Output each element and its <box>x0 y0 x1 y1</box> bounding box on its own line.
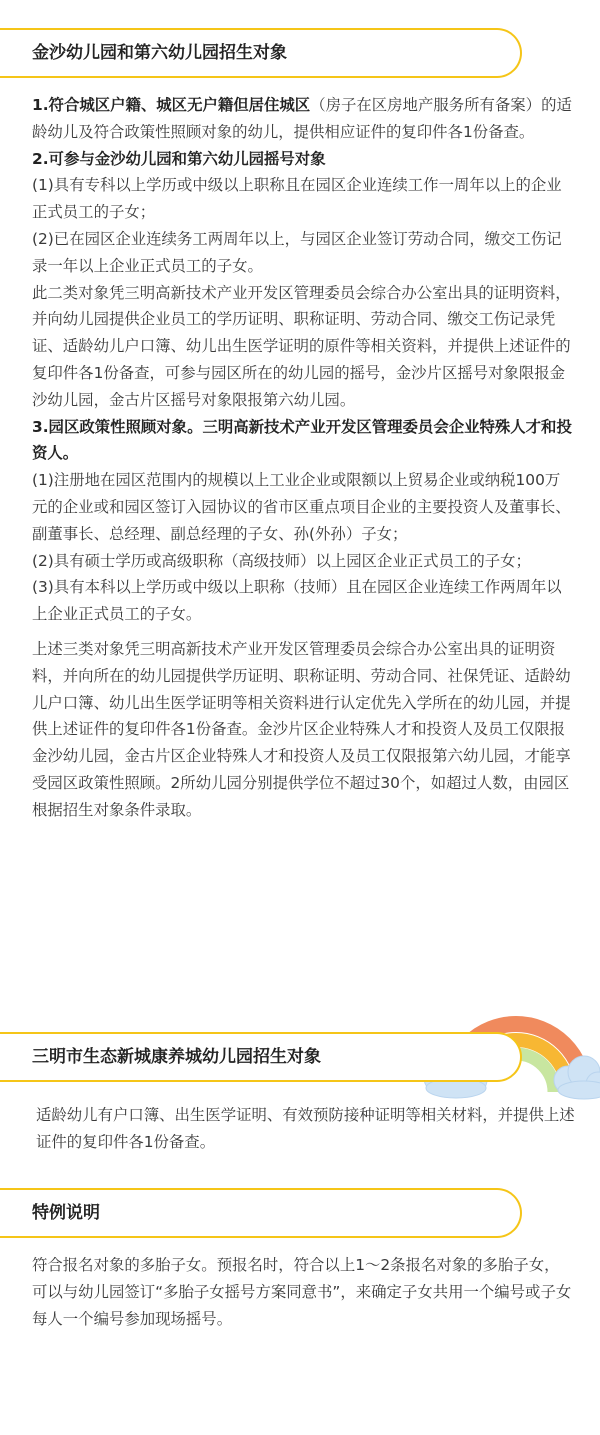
section-header-jinsha <box>0 28 522 78</box>
item-2-heading: 2.可参与金沙幼儿园和第六幼儿园摇号对象 <box>32 149 326 168</box>
paragraph-item-3-1: (1)注册地在园区范围内的规模以上工业企业或限额以上贸易企业或纳税100万元的企业或和园区签订入园协议的省市区重点项目企业的主要投资人及董事长、副董事长、总经理、副总经理的子女、孙(外孙）子女； <box>32 471 571 543</box>
paragraph-item-3-3: (3)具有本科以上学历或中级以上职称（技师）且在园区企业连续工作两周年以上企业正式员工的子女。 <box>32 578 562 624</box>
item-3-heading: 3.园区政策性照顾对象。三明高新技术产业开发区管理委员会企业特殊人才和投资人。 <box>32 417 572 463</box>
paragraph-item-2-2: (2)已在园区企业连续务工两周年以上，与园区企业签订劳动合同，缴交工伤记录一年以上企业正式员工的子女。 <box>32 229 562 275</box>
paragraph-special: 符合报名对象的多胎子女。预报名时，符合以上1～2条报名对象的多胎子女，可以与幼儿园签订“多胎子女摇号方案同意书”，来确定子女共用一个编号或子女每人一个编号参加现场摇号。 <box>32 1256 572 1328</box>
section-title: 金沙幼儿园和第六幼儿园招生对象 <box>32 43 287 63</box>
paragraph-item-3-2: (2)具有硕士学历或高级职称（高级技师）以上园区企业正式员工的子女； <box>32 551 531 570</box>
paragraph-item-2-1: (1)具有专科以上学历或中级以上职称且在园区企业连续工作一周年以上的企业正式员工的子女； <box>32 176 562 222</box>
paragraph-item-2-note: 此二类对象凭三明高新技术产业开发区管理委员会综合办公室出具的证明资料，并向幼儿园提供企业员工的学历证明、职称证明、劳动合同、缴交工伤记录凭证、适龄幼儿户口簿、幼儿出生医学证明的原件等相关资料，并提供上述证件的复印件各1份备查，可参与园区所在的幼儿园的摇号，金沙片区摇号对象限报金沙幼儿园，金古片区摇号对象限报第六幼儿园。 <box>32 283 571 409</box>
section-body-special <box>32 1252 572 1332</box>
section-header-special <box>0 1188 522 1238</box>
section-body-jinsha <box>32 92 572 824</box>
paragraph-item-3-note: 上述三类对象凭三明高新技术产业开发区管理委员会综合办公室出具的证明资料，并向所在的幼儿园提供学历证明、职称证明、劳动合同、社保凭证、适龄幼儿户口簿、幼儿出生医学证明等相关资料进行认定优先入学所在的幼儿园，并提供上述证件的复印件各1份备查。金沙片区企业特殊人才和投资人及员工仅限报金沙幼儿园，金古片区企业特殊人才和投资人及员工仅限报第六幼儿园，才能享受园区政策性照顾。2所幼儿园分别提供学位不超过30个，如超过人数，由园区根据招生对象条件录取。 <box>32 639 571 819</box>
item-1-heading: 1.符合城区户籍、城区无户籍但居住城区 <box>32 96 311 114</box>
item-1-text: （房子在区房地产服务所有备案）的适龄幼儿及符合政策性照顾对象的幼儿，提供相应证件的复印件各1份备查。 <box>32 96 572 141</box>
section-title: 三明市生态新城康养城幼儿园招生对象 <box>32 1047 321 1067</box>
paragraph-item-3-heading <box>32 414 572 468</box>
section-title: 特例说明 <box>32 1203 100 1223</box>
section-body-kangyang <box>36 1102 576 1156</box>
paragraph-kangyang: 适龄幼儿有户口簿、出生医学证明、有效预防接种证明等相关材料，并提供上述证件的复印件各1份备查。 <box>36 1106 575 1151</box>
paragraph-item-2-heading <box>32 146 572 173</box>
section-header-kangyang <box>0 1032 522 1082</box>
paragraph-item-1 <box>32 92 572 146</box>
